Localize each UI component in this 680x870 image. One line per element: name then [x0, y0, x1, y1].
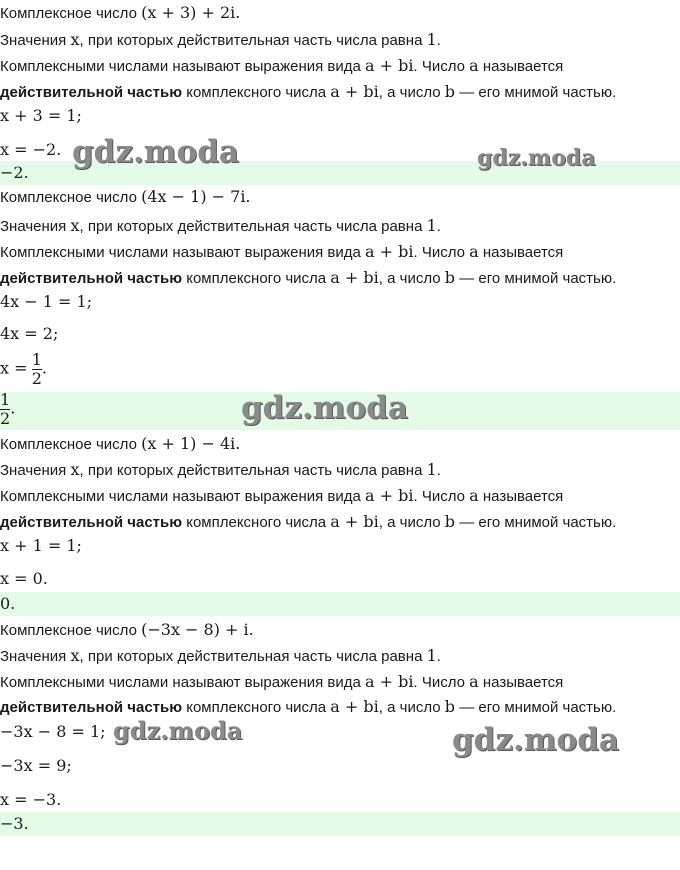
answer-row: 0.: [0, 592, 680, 616]
definition-line-2: действительной частью комплексного числа a + bi, а число b — его мнимой частью.: [0, 697, 617, 716]
complex-expression: (x + 3) + 2i.: [141, 3, 241, 22]
solution-step: −3x = 9;: [0, 756, 72, 775]
solution-step-fraction: x = $\frac{1}{2}$ .: [0, 350, 47, 388]
complex-expression: (4x − 1) − 7i.: [141, 187, 251, 206]
solution-step: x = 0.: [0, 569, 48, 588]
solution-step: x = −2.: [0, 140, 62, 159]
values-sentence: Значения x, при которых действительная часть числа равна 1.: [0, 646, 441, 665]
answer-row: −2.: [0, 161, 680, 185]
task-title: Комплексное число (−3x − 8) + i.: [0, 620, 254, 639]
fraction: $\frac{1}{2}$: [31, 350, 42, 388]
watermark-logo: gdz.moda: [452, 722, 619, 758]
task-title: Комплексное число (x + 1) − 4i.: [0, 434, 241, 453]
watermark-logo: gdz.moda: [72, 134, 239, 170]
complex-label: Комплексное число: [0, 5, 137, 22]
answer-row: $\frac{1}{2}$ .: [0, 392, 680, 430]
complex-expression: (−3x − 8) + i.: [141, 620, 254, 639]
fraction: $\frac{1}{2}$: [0, 390, 11, 428]
values-sentence: Значения x, при которых действительная часть числа равна 1.: [0, 30, 441, 49]
values-sentence: Значения x, при которых действительная часть числа равна 1.: [0, 460, 441, 479]
definition-line-2: действительной частью комплексного числа a + bi, а число b — его мнимой частью.: [0, 82, 617, 101]
answer-row: −3.: [0, 812, 680, 836]
complex-expression: (x + 1) − 4i.: [141, 434, 241, 453]
task-title: [0, 3, 680, 24]
solution-step: x + 3 = 1;: [0, 106, 82, 125]
definition-line-2: действительной частью комплексного числа a + bi, а число b — его мнимой частью.: [0, 268, 617, 287]
solution-step: 4x = 2;: [0, 324, 59, 343]
watermark-logo: gdz.moda: [477, 145, 596, 171]
definition-line-1: Комплексными числами называют выражения вида a + bi. Число a называется: [0, 486, 564, 505]
watermark-logo: gdz.moda: [113, 716, 243, 745]
solution-step: x + 1 = 1;: [0, 536, 82, 555]
solution-step: x = −3.: [0, 790, 62, 809]
solution-step: 4x − 1 = 1;: [0, 292, 93, 311]
values-sentence: Значения x, при которых действительная часть числа равна 1.: [0, 216, 441, 235]
definition-line-1: Комплексными числами называют выражения вида a + bi. Число a называется: [0, 56, 564, 75]
task-title: Комплексное число (4x − 1) − 7i.: [0, 187, 251, 206]
definition-line-1: Комплексными числами называют выражения вида a + bi. Число a называется: [0, 672, 564, 691]
definition-line-2: действительной частью комплексного числа a + bi, а число b — его мнимой частью.: [0, 512, 617, 531]
definition-line-1: Комплексными числами называют выражения вида a + bi. Число a называется: [0, 242, 564, 261]
definition-bold: действительной частью: [0, 84, 183, 101]
solution-step: −3x − 8 = 1;: [0, 722, 106, 741]
watermark-logo: gdz.moda: [241, 390, 408, 426]
